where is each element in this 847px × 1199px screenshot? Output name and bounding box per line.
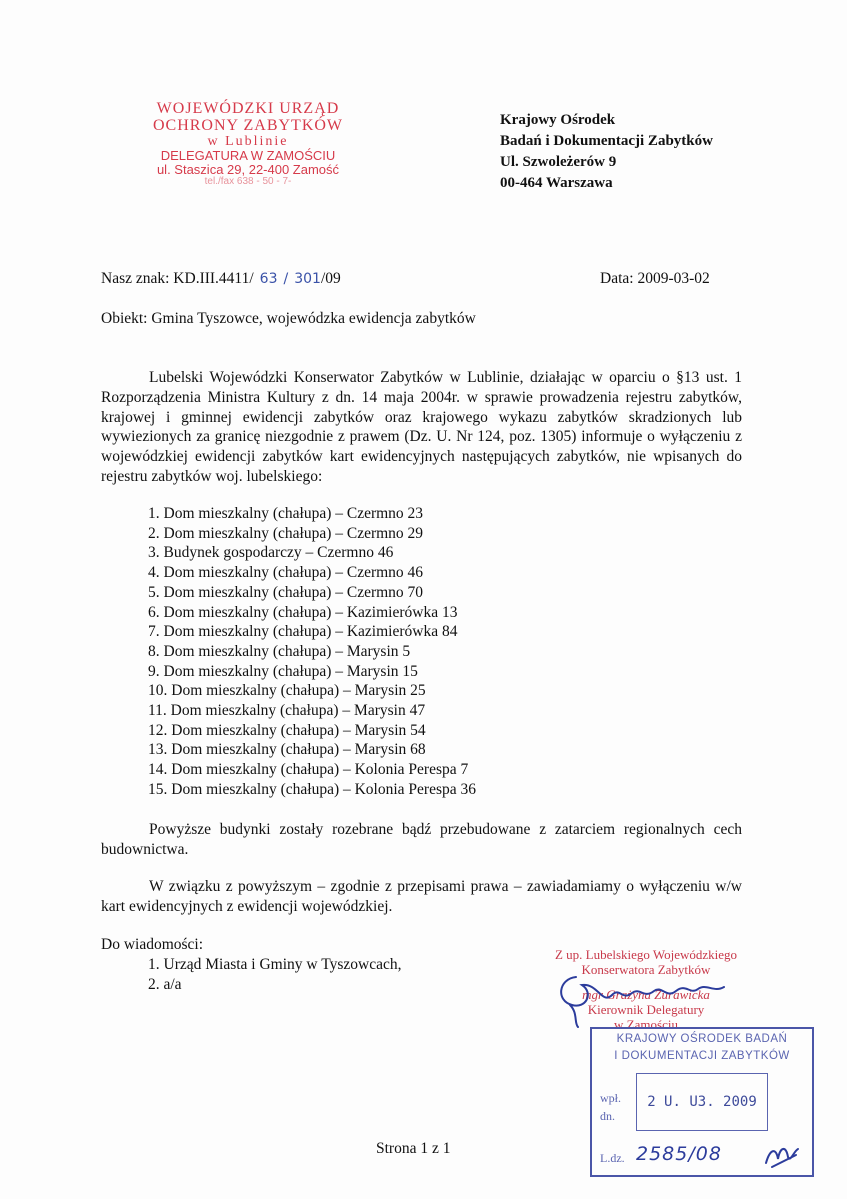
wpl-label: wpł. <box>600 1091 621 1105</box>
dn-label: dn. <box>600 1109 615 1123</box>
stamp-line: tel./fax 638 - 50 - 7- <box>204 175 292 187</box>
cc-item: 1. Urząd Miasta i Gminy w Tyszowcach, <box>148 956 402 973</box>
list-item: 3. Budynek gospodarczy – Czermno 46 <box>148 544 394 562</box>
list-item: 7. Dom mieszkalny (chałupa) – Kazimierówka 84 <box>148 623 458 641</box>
list-item: 15. Dom mieszkalny (chałupa) – Kolonia Perespa 36 <box>148 780 476 798</box>
recipient-line: Badań i Dokumentacji Zabytków <box>500 133 713 149</box>
list-item: 9. Dom mieszkalny (chałupa) – Marysin 15 <box>148 662 418 680</box>
cc-item: 2. a/a <box>148 976 182 993</box>
initials-mark <box>762 1141 802 1171</box>
handwritten-signature <box>548 965 748 1030</box>
list-item: 11. Dom mieszkalny (chałupa) – Marysin 47 <box>148 702 426 720</box>
signature-line: Konserwatora Zabytków <box>581 962 711 977</box>
stamp-line: ul. Staszica 29, 22-400 Zamość <box>156 161 340 177</box>
notification-paragraph: W związku z powyższym – zgodnie z przepisami prawa – zawiadamiamy o wyłączeniu w/w kart ewidencyjnych z ewidencji wojewódzkiej. <box>101 878 742 915</box>
signature-line: Kierownik Delegatury <box>587 1002 705 1017</box>
page-footer: Strona 1 z 1 <box>376 1140 451 1157</box>
cc-block <box>101 935 401 995</box>
subject-line: Obiekt: Gmina Tyszowce, wojewódzka ewidencja zabytków <box>101 310 476 327</box>
reference-number <box>101 270 341 288</box>
list-item: 2. Dom mieszkalny (chałupa) – Czermno 29 <box>148 524 424 542</box>
document-date: Data: 2009-03-02 <box>600 270 710 287</box>
sender-stamp <box>128 101 368 187</box>
ldz-value: 2585/08 <box>636 1143 722 1165</box>
list-item: 13. Dom mieszkalny (chałupa) – Marysin 68 <box>148 741 426 759</box>
reference-suffix: /09 <box>320 270 341 287</box>
list-item: 6. Dom mieszkalny (chałupa) – Kazimierówka 13 <box>148 603 458 621</box>
handwritten-separator: / <box>283 271 289 287</box>
list-item: 8. Dom mieszkalny (chałupa) – Marysin 5 <box>148 642 411 660</box>
recipient-address <box>500 110 713 194</box>
recipient-line: Ul. Szwoleżerów 9 <box>500 154 617 170</box>
closing-paragraph: Powyższe budynki zostały rozebrane bądź przebudowane z zatarciem regionalnych cech budownictwa. <box>101 821 742 858</box>
signature-line: mgr Grażyna Żurawicka <box>582 987 710 1002</box>
signature-line: w Zamościu <box>614 1017 678 1032</box>
stamp-line: WOJEWÓDZKI URZĄD <box>156 100 340 117</box>
receipt-stamp <box>590 1027 814 1177</box>
list-item: 14. Dom mieszkalny (chałupa) – Kolonia Perespa 7 <box>148 761 469 779</box>
recipient-line: 00-464 Warszawa <box>500 175 613 191</box>
monument-list <box>148 504 476 800</box>
list-item: 10. Dom mieszkalny (chałupa) – Marysin 25 <box>148 682 426 700</box>
receipt-line: I DOKUMENTACJI ZABYTKÓW <box>614 1050 790 1062</box>
list-item: 12. Dom mieszkalny (chałupa) – Marysin 54 <box>148 721 426 739</box>
signature-line: Z up. Lubelskiego Wojewódzkiego <box>554 947 738 962</box>
handwritten-number: 301 <box>294 271 321 287</box>
stamp-line: OCHRONY ZABYTKÓW <box>152 116 344 134</box>
main-paragraph: Lubelski Wojewódzki Konserwator Zabytków w Lublinie, działając w oparciu o §13 ust. 1 Rozporządzenia Ministra Kultury z dn. 14 maja 2004r. w sprawie prowadzenia rejestru zabytków, krajowej i gminnej ewidencji zabytków oraz krajowego wykazu zabytków skradzionych lub wywiezionych za granicę niezgodnie z prawem (Dz. U. Nr 124, poz. 1305) informuje o wyłączeniu z wojewódzkiej ewidencji zabytków kart ewidencyjnych następujących zabytków, nie wpisanych do rejestru zabytków woj. lubelskiego: <box>101 369 742 485</box>
reference-label: Nasz znak: KD.III.4411/ <box>101 270 254 287</box>
list-item: 5. Dom mieszkalny (chałupa) – Czermno 70 <box>148 583 424 601</box>
handwritten-number: 63 <box>259 271 278 287</box>
receipt-line: KRAJOWY OŚRODEK BADAŃ <box>616 1033 788 1045</box>
stamp-line: DELEGATURA W ZAMOŚCIU <box>160 148 336 164</box>
recipient-line: Krajowy Ośrodek <box>500 112 616 128</box>
cc-label: Do wiadomości: <box>101 936 204 953</box>
stamp-line: w Lublinie <box>207 133 289 149</box>
list-item: 1. Dom mieszkalny (chałupa) – Czermno 23 <box>148 505 424 522</box>
receipt-date: 2 U. U3. 2009 <box>636 1073 768 1131</box>
ldz-label: L.dz. <box>600 1151 625 1165</box>
list-item: 4. Dom mieszkalny (chałupa) – Czermno 46 <box>148 564 424 582</box>
